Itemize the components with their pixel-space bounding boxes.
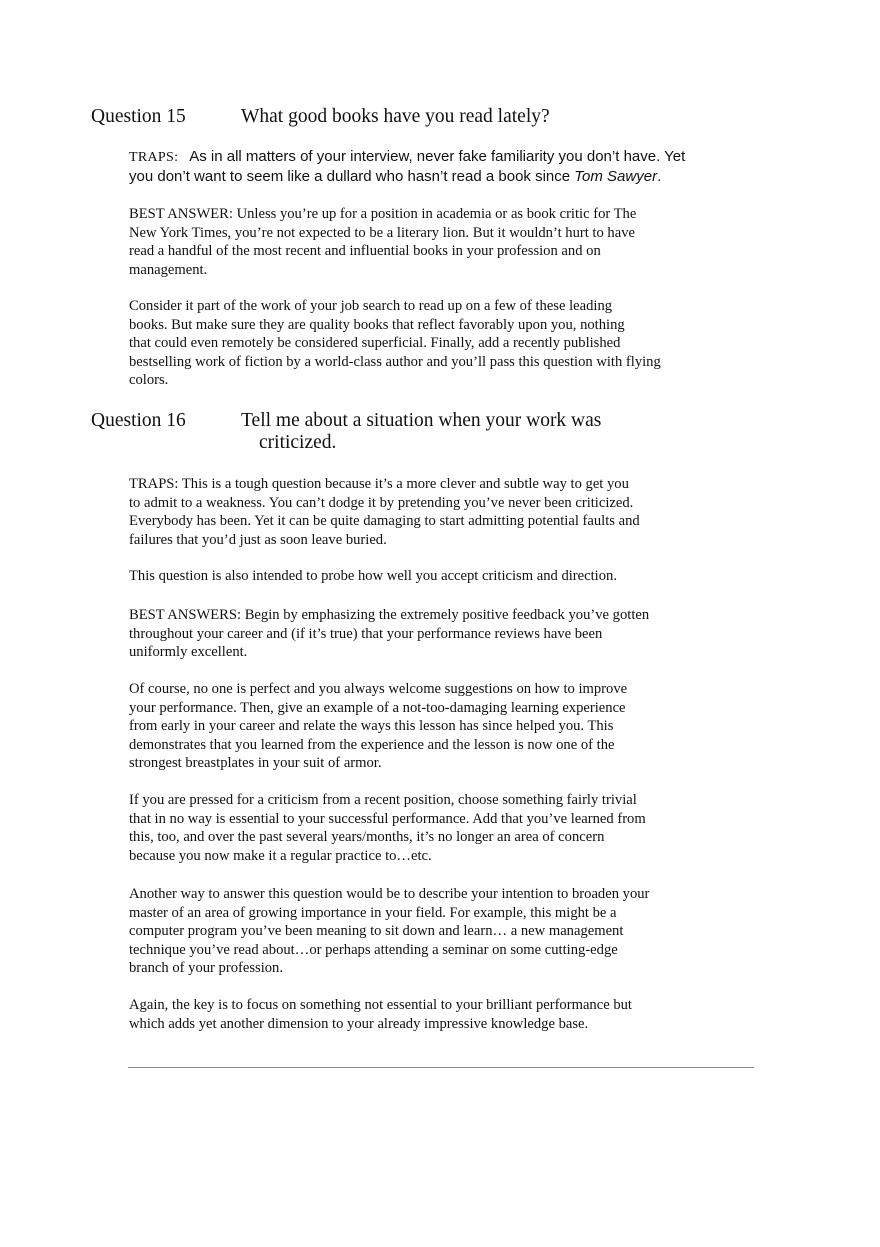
body-paragraph — [129, 297, 729, 390]
body-paragraph — [129, 567, 729, 586]
text-line: bestselling work of fiction by a world-class author and you’ll pass this question with flying — [129, 353, 661, 370]
question-number: Question 15 — [91, 106, 186, 127]
text-line: Consider it part of the work of your job search to read up on a few of these leading — [129, 298, 613, 314]
text-line: technique you’ve read about…or perhaps attending a seminar on some cutting-edge — [129, 941, 618, 958]
text-line: to admit to a weakness. You can’t dodge it by pretending you’ve never been criticized. — [129, 494, 634, 511]
text-line: This question is also intended to probe how well you accept criticism and direction. — [129, 568, 617, 584]
text-line: your performance. Then, give an example of a not-too-damaging learning experience — [129, 699, 626, 716]
text-line: strongest breastplates in your suit of armor. — [129, 755, 382, 772]
text-line: demonstrates that you learned from the experience and the lesson is now one of the — [129, 736, 615, 753]
text-line: which adds yet another dimension to your already impressive knowledge base. — [129, 1015, 589, 1032]
text-line: throughout your career and (if it’s true) that your performance reviews have been — [129, 625, 603, 642]
text-line: this, too, and over the past several years/months, it’s no longer an area of concern — [129, 829, 605, 846]
text-line: Everybody has been. Yet it can be quite damaging to start admitting potential faults and — [129, 513, 640, 530]
text-line: management. — [129, 261, 208, 278]
text-line: computer program you’ve been meaning to sit down and learn… a new management — [129, 923, 624, 940]
text-line: BEST ANSWER: Unless you’re up for a position in academia or as book critic for The — [129, 206, 637, 222]
body-paragraph — [129, 996, 729, 1033]
question-title: What good books have you read lately? — [241, 106, 550, 127]
body-paragraph — [129, 885, 729, 978]
text-line: read a handful of the most recent and influential books in your profession and on — [129, 243, 601, 260]
text-line: TRAPS: This is a tough question because it’s a more clever and subtle way to get you — [129, 476, 629, 492]
traps-paragraph — [129, 148, 729, 186]
text-line: that could even remotely be considered superficial. Finally, add a recently published — [129, 335, 621, 352]
text-line: BEST ANSWERS: Begin by emphasizing the extremely positive feedback you’ve gotten — [129, 607, 650, 623]
traps-text: you don’t want to seem like a dullard who hasn’t read a book since — [129, 167, 575, 185]
text-line: that in no way is essential to your successful performance. Add that you’ve learned from — [129, 810, 646, 827]
book-title: Tom Sawyer — [574, 167, 658, 185]
question-number: Question 16 — [91, 410, 186, 431]
text-line: failures that you’d just as soon leave buried. — [129, 531, 387, 548]
text-line: because you now make it a regular practice to…etc. — [129, 847, 432, 864]
body-paragraph — [129, 680, 729, 773]
text-line: master of an area of growing importance in your field. For example, this might be a — [129, 904, 617, 921]
text-line: branch of your profession. — [129, 960, 284, 977]
best-answer-paragraph — [129, 606, 729, 662]
text-line: books. But make sure they are quality books that reflect favorably upon you, nothing — [129, 316, 625, 333]
text-line: colors. — [129, 372, 169, 389]
traps-text: . — [657, 167, 662, 185]
traps-text: As in all matters of your interview, never fake familiarity you don’t have. Yet — [189, 148, 686, 165]
text-line: Again, the key is to focus on something not essential to your brilliant performance but — [129, 997, 632, 1013]
text-line: Of course, no one is perfect and you always welcome suggestions on how to improve — [129, 681, 628, 697]
question-title-continued: criticized. — [259, 432, 337, 453]
text-line: uniformly excellent. — [129, 644, 248, 661]
traps-paragraph — [129, 475, 729, 549]
text-line: If you are pressed for a criticism from a recent position, choose something fairly trivial — [129, 792, 637, 808]
body-paragraph — [129, 791, 729, 865]
text-line: from early in your career and relate the ways this lesson has since helped you. This — [129, 718, 614, 735]
question-title: Tell me about a situation when your work was — [241, 410, 602, 431]
traps-label: TRAPS: — [129, 150, 179, 165]
footer-divider — [128, 1067, 754, 1068]
best-answer-paragraph — [129, 205, 729, 279]
text-line: Another way to answer this question would be to describe your intention to broaden your — [129, 886, 650, 902]
text-line: New York Times, you’re not expected to be a literary lion. But it wouldn’t hurt to have — [129, 224, 635, 241]
